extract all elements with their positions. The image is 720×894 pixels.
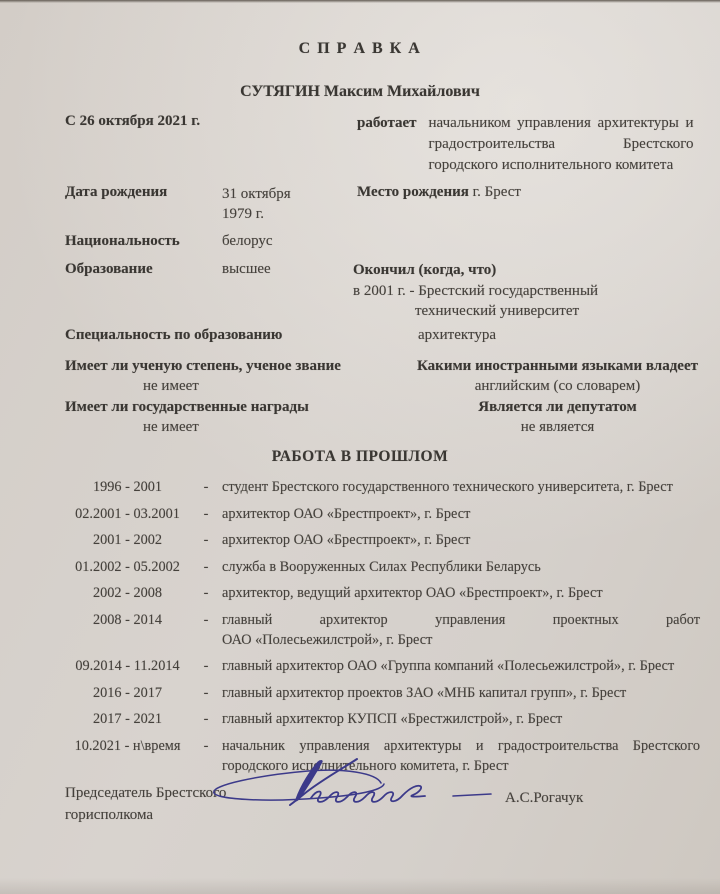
birth-date-value: 31 октября 1979 г.	[222, 186, 291, 222]
nationality-value: белорус	[222, 233, 273, 249]
education-value: высшее	[222, 261, 271, 277]
degree-block	[65, 357, 430, 396]
work-separator: -	[203, 585, 209, 601]
awards-value: не имеет	[143, 419, 199, 435]
work-period: 09.2014 - 11.2014	[75, 658, 180, 674]
awards-block	[65, 398, 430, 437]
graduated-block	[353, 260, 698, 322]
person-name: СУТЯГИН Максим Михайлович	[240, 83, 480, 100]
work-row	[65, 610, 700, 650]
signer-title-line1: Председатель Брестского	[65, 785, 227, 801]
graduated-label: Окончил (когда, что)	[353, 262, 497, 278]
work-period: 10.2021 - н\время	[74, 737, 181, 754]
employment-since-text: С 26 октября 2021 г.	[65, 113, 201, 129]
work-period: 2001 - 2002	[92, 532, 163, 548]
birth-place-value: г. Брест	[472, 184, 521, 200]
work-period: 2002 - 2008	[92, 585, 163, 601]
signer-title-line2: горисполкома	[65, 807, 154, 823]
work-period: 1996 - 2001	[92, 479, 163, 495]
deputy-value: не является	[520, 419, 595, 435]
work-description: главный архитектор ОАО «Группа компаний «Полесьежилстрой», г. Брест	[222, 658, 675, 674]
work-separator: -	[203, 737, 209, 754]
signature-ink	[148, 754, 503, 834]
deputy-block	[415, 398, 700, 437]
employment-since	[65, 113, 200, 130]
languages-value: английским (со словарем)	[474, 378, 641, 394]
work-description: архитектор, ведущий архитектор ОАО «Брестпроект», г. Брест	[222, 585, 603, 601]
current-position-text: начальником управления архитектуры и градостроительства Брестского городского исполнительного комитета	[428, 115, 694, 173]
work-history-table	[65, 477, 700, 782]
awards-label: Имеет ли государственные награды	[65, 399, 309, 415]
languages-label: Какими иностранными языками владеет	[417, 358, 698, 374]
birth-place-row	[357, 184, 521, 201]
birth-place-label: Место рождения	[357, 184, 469, 200]
work-row	[65, 683, 700, 703]
deputy-label: Является ли депутатом	[478, 399, 637, 415]
graduated-line2: технический университет	[415, 303, 580, 319]
specialty-value: архитектура	[418, 327, 497, 343]
work-separator: -	[203, 684, 209, 701]
signer-name: А.С.Рогачук	[505, 790, 584, 806]
work-description: архитектор ОАО «Брестпроект», г. Брест	[222, 532, 471, 548]
work-description: главный архитектор КУПСП «Брестжилстрой», г. Брест	[222, 711, 563, 727]
work-row	[65, 709, 700, 729]
work-period: 01.2002 - 05.2002	[75, 558, 180, 575]
degree-label: Имеет ли ученую степень, ученое звание	[65, 358, 341, 374]
degree-value: не имеет	[143, 378, 199, 394]
document-title: С П Р А В К А	[298, 40, 422, 57]
work-description: главный архитектор проектов ЗАО «МНБ капитал групп», г. Брест	[222, 684, 627, 701]
graduated-line1: в 2001 г. - Брестский государственный	[353, 282, 599, 299]
work-period: 2017 - 2021	[92, 711, 163, 727]
work-description: студент Брестского государственного технического университета, г. Брест	[222, 479, 673, 495]
work-description: начальник управления архитектуры и градостроительства Брестского городского исполнительного комитета, г. Брест	[222, 737, 700, 774]
nationality-label: Национальность	[65, 233, 180, 249]
work-row	[65, 504, 700, 524]
work-separator: -	[203, 711, 209, 727]
work-separator: -	[203, 479, 209, 495]
work-description: главный архитектор управления проектных работ ОАО «Полесьежилстрой», г. Брест	[222, 611, 700, 648]
work-description: служба в Вооруженных Силах Республики Беларусь	[222, 558, 541, 575]
work-description: архитектор ОАО «Брестпроект», г. Брест	[222, 505, 471, 522]
work-separator: -	[203, 558, 209, 575]
work-row	[65, 656, 700, 676]
work-row	[65, 557, 700, 577]
work-row	[65, 583, 700, 603]
work-separator: -	[203, 611, 209, 628]
languages-block	[415, 357, 700, 396]
specialty-label: Специальность по образованию	[65, 327, 283, 343]
work-row	[65, 477, 700, 497]
works-label: работает	[357, 115, 417, 131]
work-separator: -	[203, 658, 209, 674]
birth-date-label: Дата рождения	[65, 184, 168, 200]
work-separator: -	[203, 505, 209, 522]
work-history-heading: РАБОТА В ПРОШЛОМ	[271, 448, 449, 465]
current-position-block	[357, 113, 697, 176]
work-period: 2008 - 2014	[92, 611, 163, 628]
work-separator: -	[203, 532, 209, 548]
education-label: Образование	[65, 261, 153, 277]
work-row	[65, 530, 700, 550]
work-period: 02.2001 - 03.2001	[75, 505, 180, 522]
work-period: 2016 - 2017	[92, 684, 163, 701]
